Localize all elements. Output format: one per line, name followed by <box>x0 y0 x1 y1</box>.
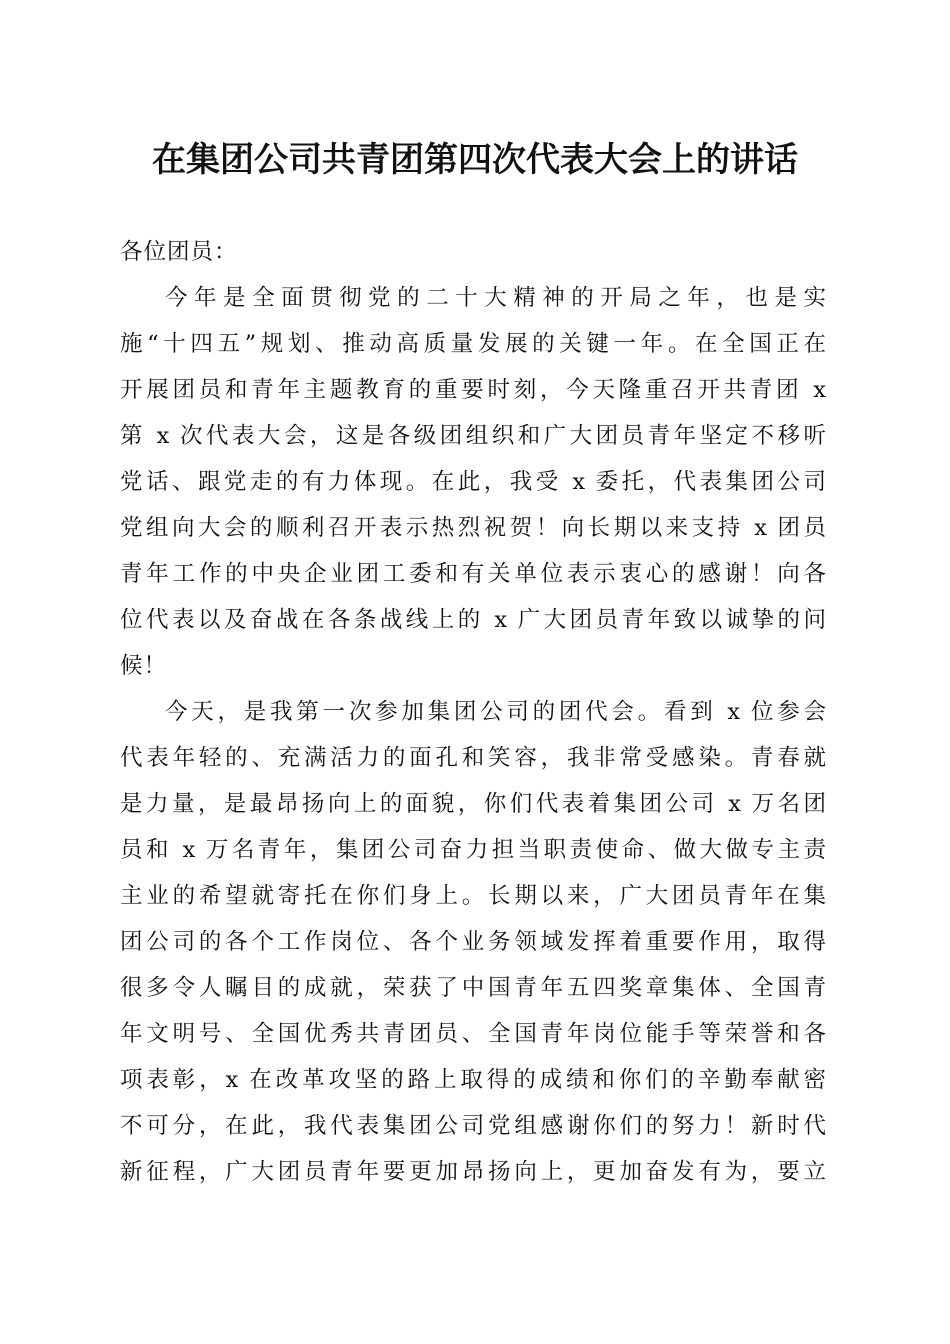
paragraph-2 <box>120 689 826 1195</box>
text-line: 主业的希望就寄托在你们身上。长期以来，广大团员青年在集 <box>120 883 826 909</box>
text-line: 第 x 次代表大会，这是各级团组织和广大团员青年坚定不移听 <box>120 423 826 449</box>
text-line: 项表彰，x 在改革攻坚的路上取得的成绩和你们的辛勤奉献密 <box>120 1067 826 1093</box>
text-line: 团公司的各个工作岗位、各个业务领域发挥着重要作用，取得 <box>120 929 826 955</box>
text-line: 很多令人瞩目的成就，荣获了中国青年五四奖章集体、全国青 <box>120 975 826 1001</box>
text-line: 今年是全面贯彻党的二十大精神的开局之年，也是实 <box>165 285 826 311</box>
text-line: 开展团员和青年主题教育的重要时刻，今天隆重召开共青团 x <box>120 377 826 403</box>
text-line: 年文明号、全国优秀共青团员、全国青年岗位能手等荣誉和各 <box>120 1021 826 1047</box>
text-line: 青年工作的中央企业团工委和有关单位表示衷心的感谢！向各 <box>120 561 826 587</box>
paragraph-1 <box>120 275 826 689</box>
document-body <box>120 229 826 1195</box>
text-line: 是力量，是最昂扬向上的面貌，你们代表着集团公司 x 万名团 <box>120 791 826 817</box>
text-line: 候！ <box>120 653 168 679</box>
text-line: 新征程，广大团员青年要更加昂扬向上，更加奋发有为，要立 <box>120 1159 826 1185</box>
text-line: 不可分，在此，我代表集团公司党组感谢你们的努力！新时代 <box>120 1113 826 1139</box>
text-line: 党组向大会的顺利召开表示热烈祝贺！向长期以来支持 x 团员 <box>120 515 826 541</box>
text-line: 施“十四五”规划、推动高质量发展的关键一年。在全国正在 <box>120 331 826 357</box>
text-line: 今天，是我第一次参加集团公司的团代会。看到 x 位参会 <box>165 699 826 725</box>
text-line: 代表年轻的、充满活力的面孔和笑容，我非常受感染。青春就 <box>120 745 826 771</box>
text-line: 党话、跟党走的有力体现。在此，我受 x 委托，代表集团公司 <box>120 469 826 495</box>
text-line: 员和 x 万名青年，集团公司奋力担当职责使命、做大做专主责 <box>120 837 826 863</box>
salutation: 各位团员： <box>120 239 238 265</box>
text-line: 位代表以及奋战在各条战线上的 x 广大团员青年致以诚挚的问 <box>120 607 826 633</box>
document-title: 在集团公司共青团第四次代表大会上的讲话 <box>152 140 798 180</box>
